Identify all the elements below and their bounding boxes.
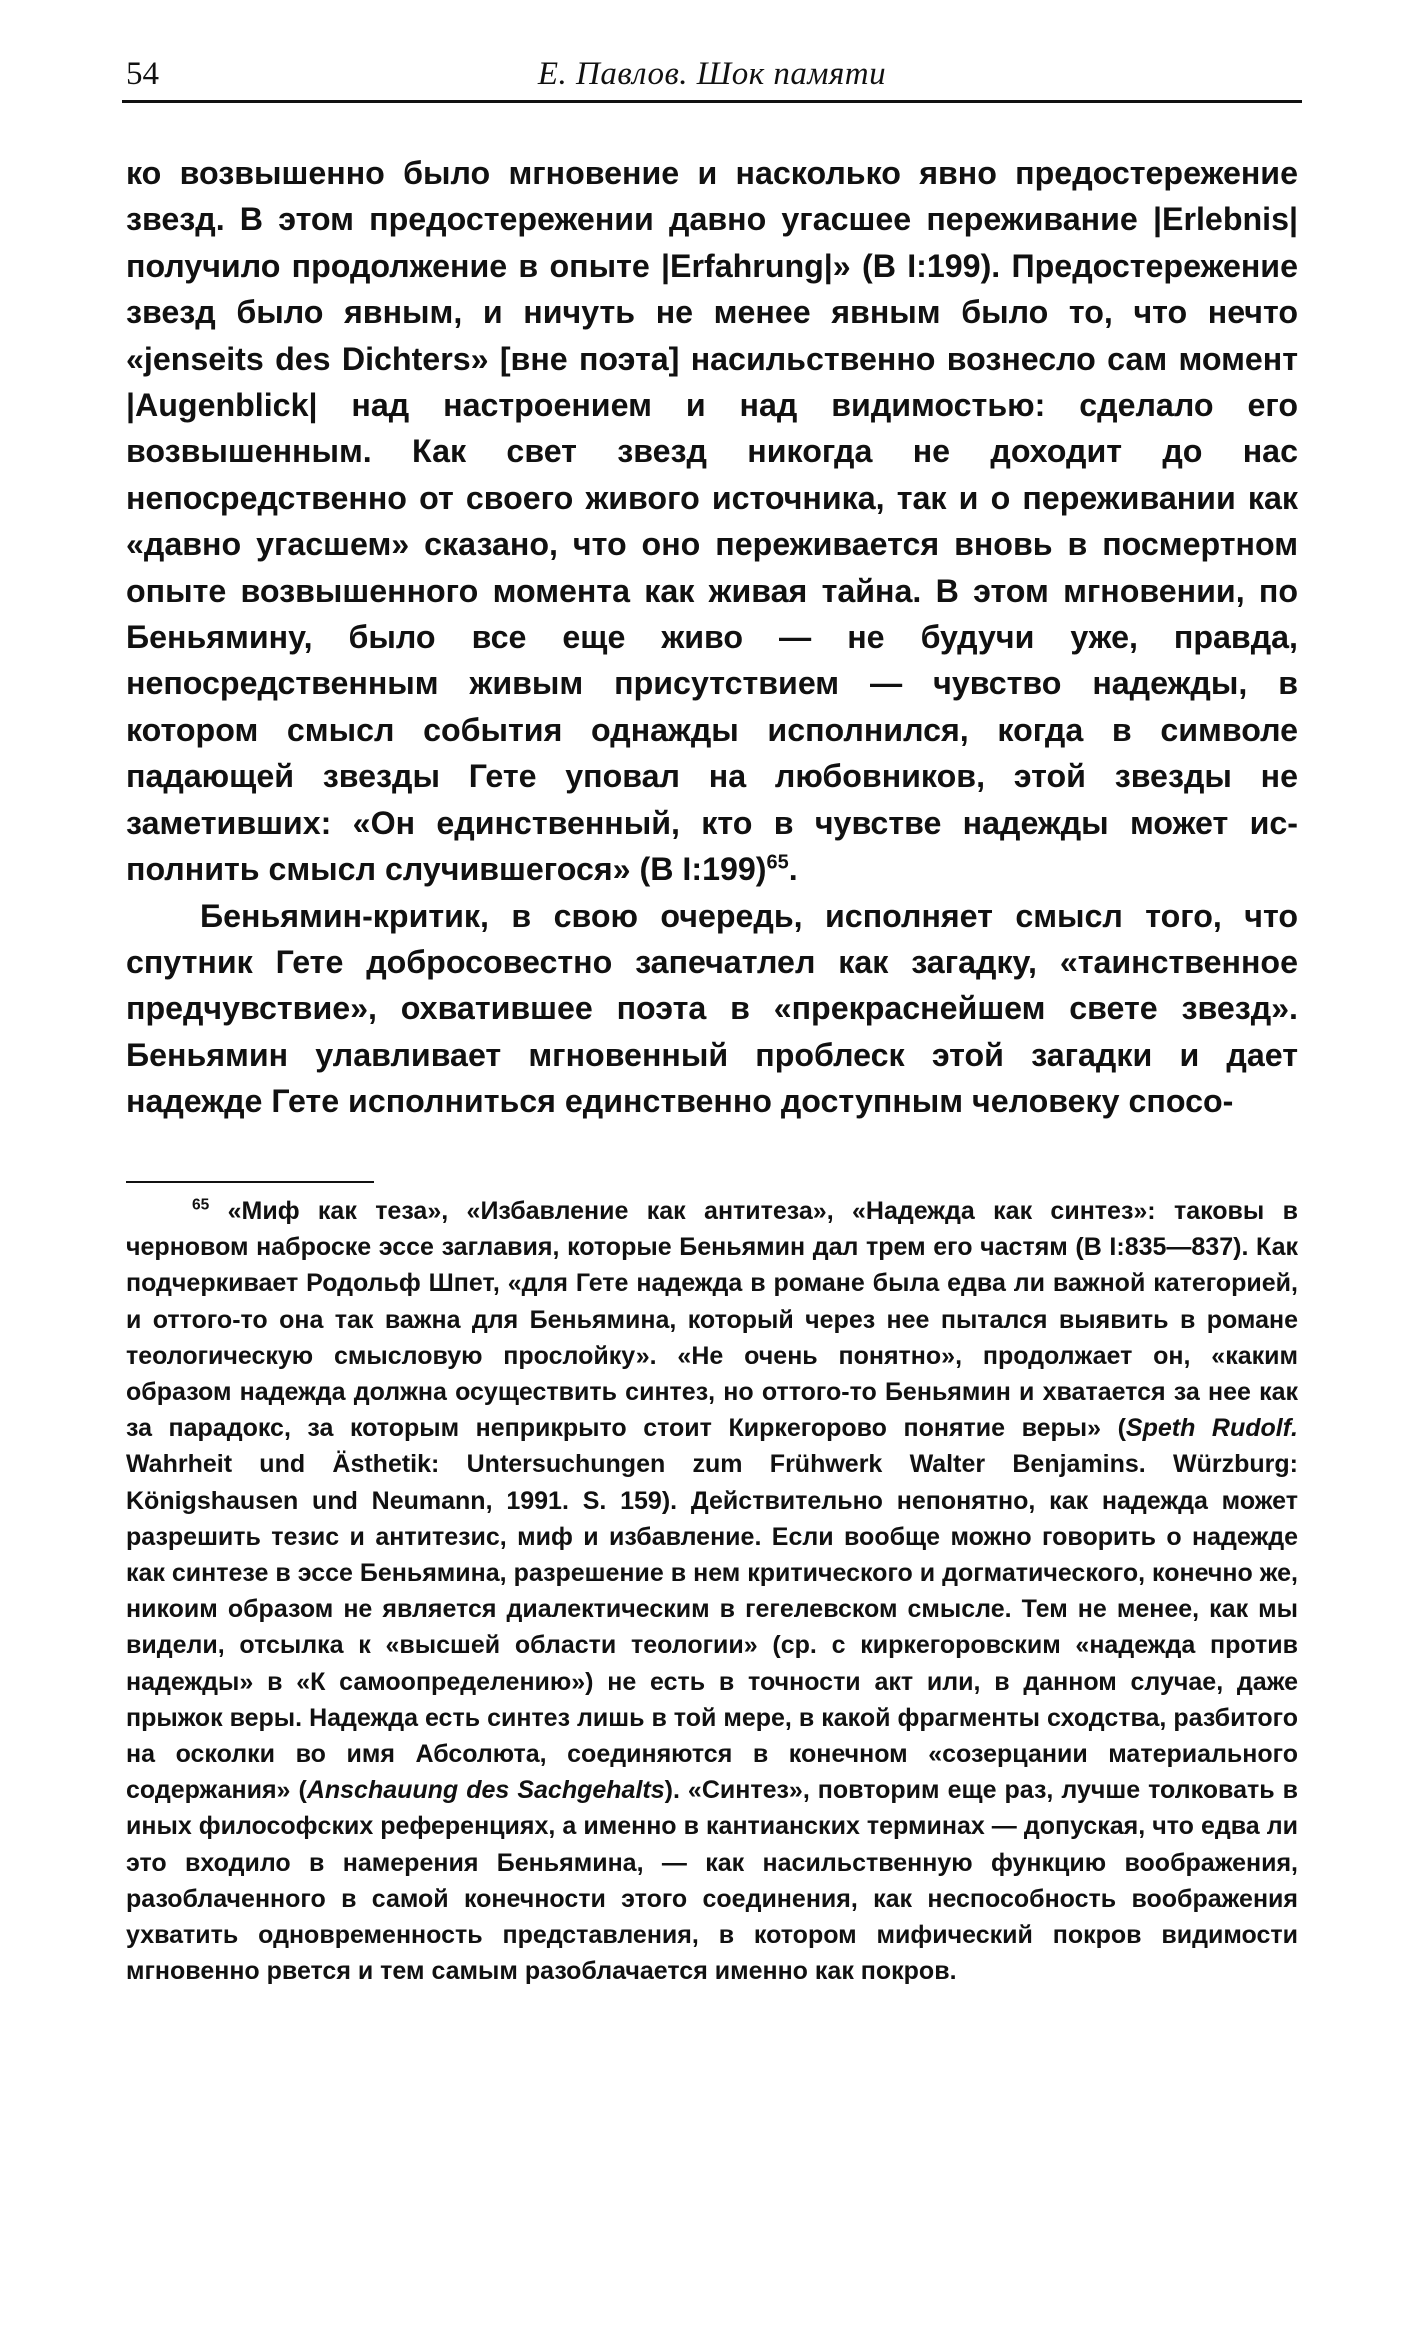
- paragraph-end: .: [788, 851, 798, 888]
- footnote: [126, 1193, 1298, 1989]
- paragraph: Беньямин-критик, в свою очередь, исполняет смысл того, что спутник Гете добросовестно запечатлел как загадку, «таинственное предчувствие», охватившее поэта в «прекраснейшем свете звезд». Беньямин улавливает мгновенный проблеск этой загадки и дает надежде Гете исполниться единственно доступным человеку спосо-: [126, 897, 1298, 1120]
- paragraph: [126, 150, 1298, 893]
- paragraph-text: ко возвышенно было мгновение и насколько явно предостережение звезд. В этом предостережении давно угасшее переживание |Erlebnis| получило продолжение в опыте |Erfahrung|» (В I:199). Предостережение звезд было явным, и ничуть не менее явным было то, что нечто «jenseits des Dichters» [вне поэта] насильственно вознесло сам момент |Augenblick| над настроением и над видимостью: сделало его возвышенным. Как свет звезд никогда не доходит до нас непосредственно от своего живого источника, так и о переживании как «давно угасшем» сказано, что оно переживается вновь в посмертном опыте возвышенного момента как живая тайна. В этом мгновении, по Беньямину, было все еще живо — не будучи уже, правда, непосредственным живым присутствием — чувство надежды, в котором смысл события однажды исполнился, когда в символе падающей звезды Гете уповал на любовников, этой звезды не заметивших: «Он единственный, кто в чувстве надежды может исполнить смысл случившегося» (В I:199): [126, 155, 1298, 888]
- footnote-text: ). «Синтез», повторим еще раз, лучше толковать в иных философских референциях, а именно в кантианских терминах — допуская, что едва ли это входило в намерения Беньямина, — как насильственную функцию воображения, разоблаченного в самой конечности этого соединения, как неспособность воображения ухватить одновременность представления, в котором мифический покров видимости мгновенно рвется и тем самым разоблачается именно как покров.: [126, 1776, 1298, 1986]
- running-head: [122, 52, 1302, 103]
- page-number: 54: [126, 56, 159, 92]
- footnote-separator: [126, 1181, 374, 1183]
- footnote-reference[interactable]: 65: [766, 851, 789, 874]
- footnote-text: Wahrheit und Ästhetik: Untersuchungen zum Frühwerk Walter Benjamins. Würzburg: Königshausen und Neumann, 1991. S. 159). Действительно непонятно, как надежда может разрешить тезис и антитезис, миф и избавление. Если вообще можно говорить о надежде как синтезе в эссе Беньямина, разрешение в нем критического и догматического, конечно же, никоим образом не является диалектическим в гегелевском смысле. Тем не менее, как мы видели, отсылка к «высшей области теологии» (ср. с киркегоровским «надежда против надежды» в «К самоопределению») не есть в точности акт или, в данном случае, даже прыжок веры. Надежда есть синтез лишь в той мере, в какой фрагменты сходства, разбитого на осколки во имя Абсолюта, соединяются в конечном «созерцании материального содержания» (: [126, 1450, 1298, 1805]
- footnote-citation-author: Speth Rudolf.: [1125, 1414, 1298, 1443]
- running-title: Е. Павлов. Шок памяти: [537, 56, 887, 92]
- footnote-german-term: Anschauung des Sachgehalts: [306, 1776, 665, 1805]
- footnote-text: «Миф как теза», «Избавление как антитеза», «Надежда как синтез»: таковы в черновом наброске эссе заглавия, которые Беньямин дал трем его частям (В I:835—837). Как подчеркивает Родольф Шпет, «для Гете надежда в романе была едва ли важной категорией, и оттого-то она так важна для Беньямина, который через нее пытался выявить в романе теологическую смысловую прослойку». «Не очень понятно», продолжает он, «каким образом надежда должна осуществить синтез, но оттого-то Беньямин и хватается за нее как за парадокс, за которым неприкрыто стоит Киркегорово понятие веры» (: [126, 1197, 1298, 1443]
- main-text: [126, 150, 1298, 1125]
- footnote-number: 65: [192, 1196, 210, 1214]
